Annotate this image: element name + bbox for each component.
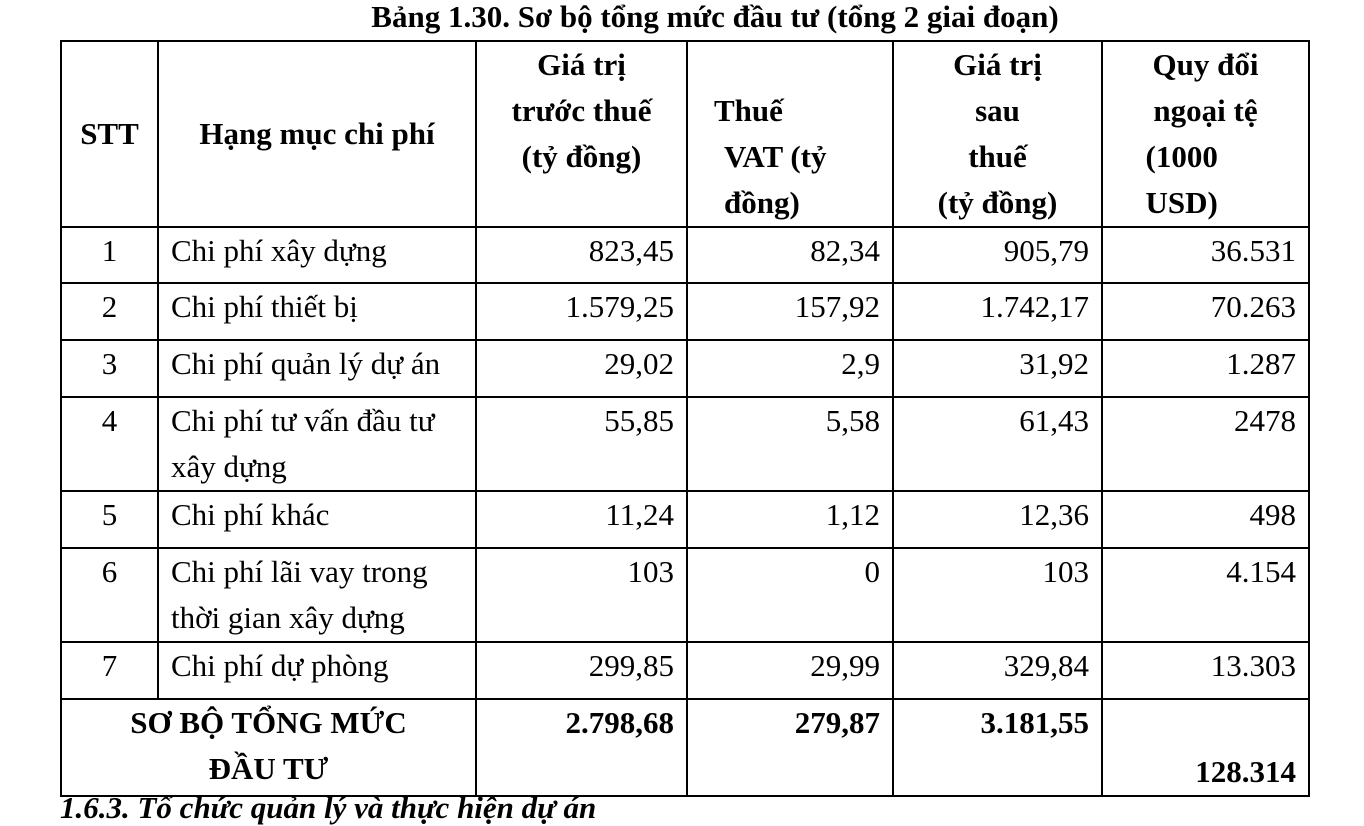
row-item: Chi phí thiết bị xyxy=(158,283,476,340)
row-usd: 498 xyxy=(1102,491,1309,548)
next-section-heading: 1.6.3. Tổ chức quản lý và thực hiện dự án xyxy=(60,790,597,825)
table-row xyxy=(61,397,1309,491)
row-stt: 3 xyxy=(61,340,158,397)
header-item: Hạng mục chi phí xyxy=(158,41,476,227)
header-post-tax: Giá trị sau thuế (tỷ đồng) xyxy=(893,41,1102,227)
row-item: Chi phí quản lý dự án xyxy=(158,340,476,397)
row-vat: 1,12 xyxy=(687,491,893,548)
row-vat: 82,34 xyxy=(687,227,893,283)
row-usd: 70.263 xyxy=(1102,283,1309,340)
table-row xyxy=(61,283,1309,340)
row-post-tax: 1.742,17 xyxy=(893,283,1102,340)
row-item: Chi phí lãi vay trong thời gian xây dựng xyxy=(158,548,476,642)
row-stt: 4 xyxy=(61,397,158,491)
table-caption: Bảng 1.30. Sơ bộ tổng mức đầu tư (tổng 2 giai đoạn) xyxy=(371,0,1059,34)
table-row xyxy=(61,548,1309,642)
total-label: SƠ BỘ TỔNG MỨC ĐẦU TƯ xyxy=(61,699,476,796)
table-row xyxy=(61,227,1309,283)
row-vat: 29,99 xyxy=(687,642,893,699)
row-post-tax: 329,84 xyxy=(893,642,1102,699)
row-pre-tax: 55,85 xyxy=(476,397,687,491)
row-stt: 5 xyxy=(61,491,158,548)
row-stt: 7 xyxy=(61,642,158,699)
header-usd: Quy đổi ngoại tệ (1000 USD) xyxy=(1102,41,1309,227)
total-post-tax: 3.181,55 xyxy=(893,699,1102,796)
row-item: Chi phí tư vấn đầu tư xây dựng xyxy=(158,397,476,491)
row-post-tax: 31,92 xyxy=(893,340,1102,397)
row-usd: 2478 xyxy=(1102,397,1309,491)
table-row xyxy=(61,642,1309,699)
header-vat: Thuế VAT (tỷ đồng) xyxy=(687,41,893,227)
header-row xyxy=(61,41,1309,227)
table-row xyxy=(61,340,1309,397)
header-stt: STT xyxy=(61,41,158,227)
row-pre-tax: 11,24 xyxy=(476,491,687,548)
row-usd: 1.287 xyxy=(1102,340,1309,397)
row-item: Chi phí xây dựng xyxy=(158,227,476,283)
row-post-tax: 61,43 xyxy=(893,397,1102,491)
row-post-tax: 103 xyxy=(893,548,1102,642)
row-post-tax: 12,36 xyxy=(893,491,1102,548)
row-item: Chi phí dự phòng xyxy=(158,642,476,699)
total-row xyxy=(61,699,1309,796)
table-row xyxy=(61,491,1309,548)
row-usd: 36.531 xyxy=(1102,227,1309,283)
row-pre-tax: 103 xyxy=(476,548,687,642)
row-usd: 13.303 xyxy=(1102,642,1309,699)
row-pre-tax: 823,45 xyxy=(476,227,687,283)
row-stt: 2 xyxy=(61,283,158,340)
row-vat: 2,9 xyxy=(687,340,893,397)
row-vat: 5,58 xyxy=(687,397,893,491)
header-pre-tax: Giá trị trước thuế (tỷ đồng) xyxy=(476,41,687,227)
investment-table xyxy=(60,40,1310,797)
row-vat: 157,92 xyxy=(687,283,893,340)
row-pre-tax: 299,85 xyxy=(476,642,687,699)
total-vat: 279,87 xyxy=(687,699,893,796)
total-usd: 128.314 xyxy=(1102,699,1309,796)
row-item: Chi phí khác xyxy=(158,491,476,548)
row-stt: 6 xyxy=(61,548,158,642)
total-pre-tax: 2.798,68 xyxy=(476,699,687,796)
row-post-tax: 905,79 xyxy=(893,227,1102,283)
row-usd: 4.154 xyxy=(1102,548,1309,642)
row-pre-tax: 29,02 xyxy=(476,340,687,397)
row-pre-tax: 1.579,25 xyxy=(476,283,687,340)
row-stt: 1 xyxy=(61,227,158,283)
row-vat: 0 xyxy=(687,548,893,642)
